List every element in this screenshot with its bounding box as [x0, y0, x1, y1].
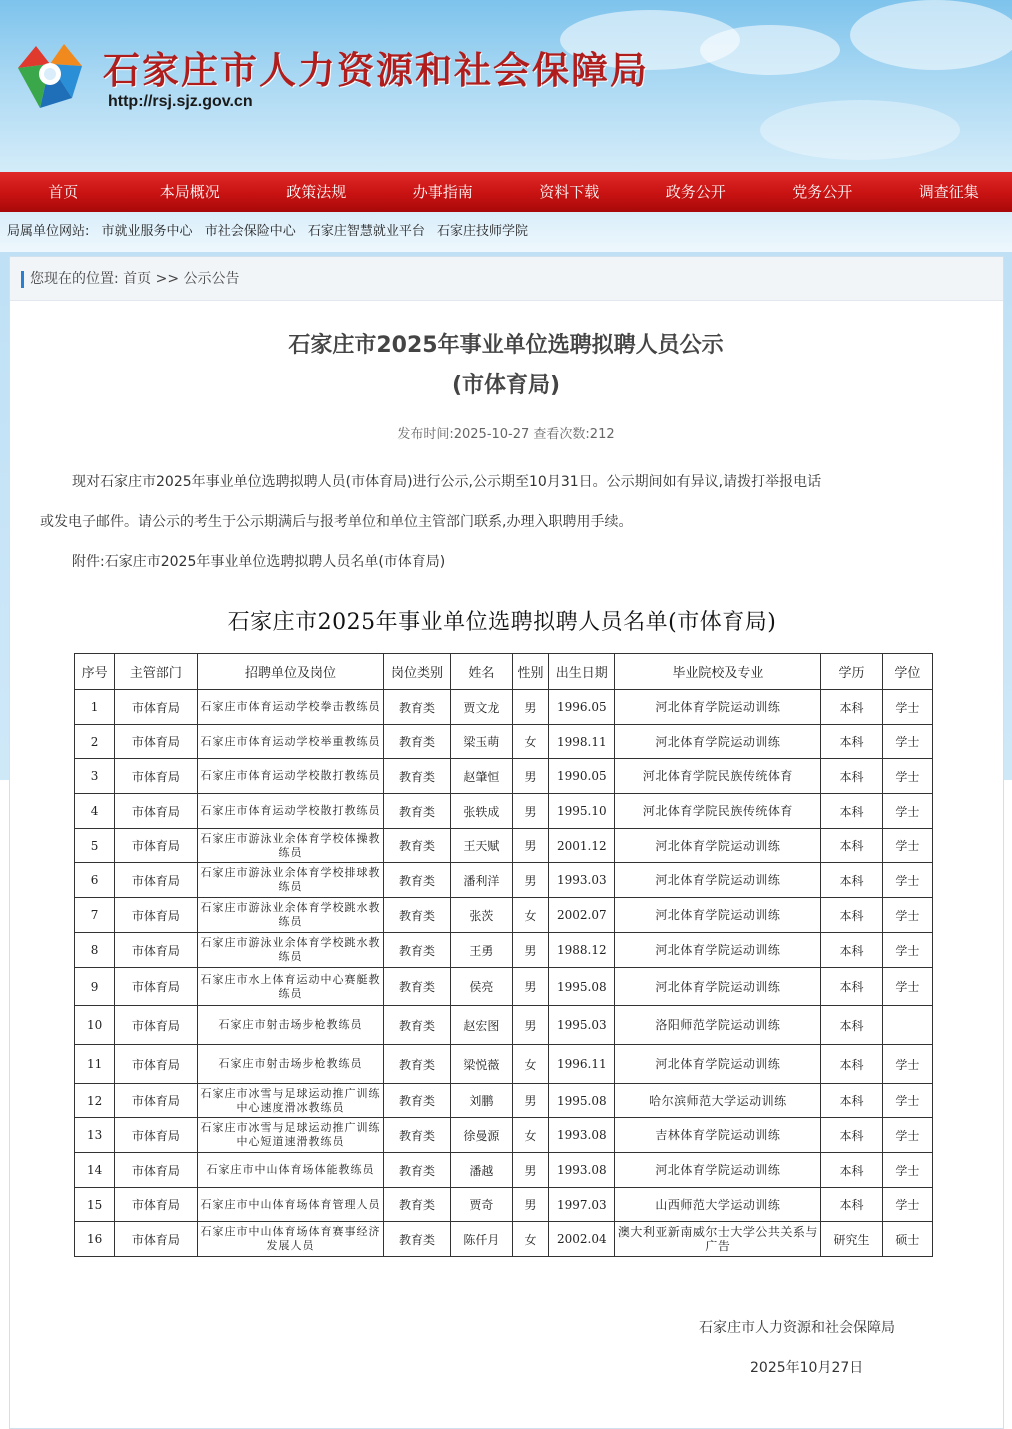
cell-unit-position: 石家庄市游泳业余体育学校跳水教练员 — [197, 933, 384, 968]
cell-gender: 男 — [512, 794, 548, 829]
cell-school-major: 河北体育学院运动训练 — [615, 898, 821, 933]
cell-school-major: 河北体育学院运动训练 — [615, 1045, 821, 1084]
nav-item-overview[interactable]: 本局概况 — [159, 183, 220, 201]
affiliated-sites-label: 局属单位网站: — [7, 224, 90, 239]
table-row — [75, 1045, 933, 1084]
breadcrumb-text — [30, 257, 240, 301]
cell-birth-date: 1998.11 — [549, 725, 615, 759]
roster-body — [75, 690, 933, 1257]
cell-degree: 学士 — [882, 863, 932, 898]
affiliated-sites-bar — [0, 212, 1012, 252]
table-row — [75, 690, 933, 725]
cell-name: 刘鹏 — [450, 1084, 512, 1118]
cloud-decoration — [850, 0, 1012, 70]
cell-gender: 女 — [512, 898, 548, 933]
cell-school-major: 河北体育学院运动训练 — [615, 690, 821, 725]
cell-degree: 学士 — [882, 794, 932, 829]
article-paragraph-line1: 现对石家庄市2025年事业单位选聘拟聘人员(市体育局)进行公示,公示期至10月31日。公示期间如有异议,请拨打举报电话 — [72, 474, 822, 490]
cell-education: 本科 — [821, 968, 882, 1006]
header-department: 主管部门 — [115, 654, 197, 690]
cell-category: 教育类 — [384, 690, 450, 725]
nav-item-government-affairs[interactable]: 政务公开 — [665, 183, 726, 201]
cell-gender: 女 — [512, 1045, 548, 1084]
cell-school-major: 河北体育学院民族传统体育 — [615, 759, 821, 794]
cell-index: 5 — [75, 829, 115, 863]
cell-education: 本科 — [821, 933, 882, 968]
cell-category: 教育类 — [384, 933, 450, 968]
nav-item-downloads[interactable]: 资料下载 — [539, 183, 600, 201]
affiliated-link-employment-center[interactable]: 市就业服务中心 — [101, 224, 193, 239]
cell-index: 2 — [75, 725, 115, 759]
cell-gender: 男 — [512, 863, 548, 898]
cell-name: 潘利洋 — [450, 863, 512, 898]
cell-unit-position: 石家庄市射击场步枪教练员 — [197, 1006, 384, 1045]
cell-department: 市体育局 — [115, 1188, 197, 1222]
table-row — [75, 829, 933, 863]
cell-gender: 男 — [512, 1188, 548, 1222]
cell-unit-position: 石家庄市中山体育场体育管理人员 — [197, 1188, 384, 1222]
header-education: 学历 — [821, 654, 882, 690]
table-row — [75, 1188, 933, 1222]
cell-degree: 学士 — [882, 1153, 932, 1188]
cell-category: 教育类 — [384, 725, 450, 759]
cell-name: 陈仟月 — [450, 1222, 512, 1257]
cell-school-major: 河北体育学院运动训练 — [615, 829, 821, 863]
cell-gender: 男 — [512, 759, 548, 794]
cell-degree: 学士 — [882, 968, 932, 1006]
cell-department: 市体育局 — [115, 829, 197, 863]
cell-degree: 学士 — [882, 933, 932, 968]
cell-education: 本科 — [821, 690, 882, 725]
breadcrumb-prefix: 您现在的位置: — [30, 271, 119, 287]
cell-gender: 男 — [512, 968, 548, 1006]
cell-unit-position: 石家庄市体育运动学校散打教练员 — [197, 794, 384, 829]
cell-name: 徐曼源 — [450, 1118, 512, 1153]
cell-education: 本科 — [821, 725, 882, 759]
site-header — [0, 0, 1012, 172]
cell-name: 张轶成 — [450, 794, 512, 829]
cell-unit-position: 石家庄市游泳业余体育学校体操教练员 — [197, 829, 384, 863]
cell-school-major: 吉林体育学院运动训练 — [615, 1118, 821, 1153]
cell-index: 3 — [75, 759, 115, 794]
cell-school-major: 河北体育学院运动训练 — [615, 933, 821, 968]
cell-school-major: 河北体育学院民族传统体育 — [615, 794, 821, 829]
cell-birth-date: 1995.03 — [549, 1006, 615, 1045]
header-school-major: 毕业院校及专业 — [615, 654, 821, 690]
cell-gender: 女 — [512, 1118, 548, 1153]
breadcrumb-current[interactable]: 公示公告 — [183, 271, 240, 287]
cell-education: 本科 — [821, 1084, 882, 1118]
header-birth-date: 出生日期 — [549, 654, 615, 690]
signature-organization: 石家庄市人力资源和社会保障局 — [699, 1320, 895, 1336]
site-title: 石家庄市人力资源和社会保障局 — [103, 48, 649, 92]
cell-education: 本科 — [821, 829, 882, 863]
nav-item-survey[interactable]: 调查征集 — [918, 183, 979, 201]
cell-degree — [882, 1006, 932, 1045]
article-paragraph-line2: 或发电子邮件。请公示的考生于公示期满后与报考单位和单位主管部门联系,办理入职聘用手续。 — [40, 514, 633, 530]
cell-department: 市体育局 — [115, 933, 197, 968]
cell-degree: 学士 — [882, 1084, 932, 1118]
header-name: 姓名 — [450, 654, 512, 690]
cell-education: 本科 — [821, 1118, 882, 1153]
cell-education: 本科 — [821, 863, 882, 898]
cell-department: 市体育局 — [115, 863, 197, 898]
cell-category: 教育类 — [384, 759, 450, 794]
cell-index: 11 — [75, 1045, 115, 1084]
article-attachment[interactable]: 附件:石家庄市2025年事业单位选聘拟聘人员名单(市体育局) — [72, 554, 446, 570]
cell-category: 教育类 — [384, 1118, 450, 1153]
cell-education: 本科 — [821, 794, 882, 829]
article-title: 石家庄市2025年事业单位选聘拟聘人员公示 — [288, 333, 724, 358]
cell-education: 本科 — [821, 1006, 882, 1045]
cell-unit-position: 石家庄市水上体育运动中心赛艇教练员 — [197, 968, 384, 1006]
cell-name: 赵肇恒 — [450, 759, 512, 794]
cell-category: 教育类 — [384, 1222, 450, 1257]
cell-index: 16 — [75, 1222, 115, 1257]
cell-index: 6 — [75, 863, 115, 898]
cell-degree: 学士 — [882, 725, 932, 759]
cell-category: 教育类 — [384, 968, 450, 1006]
cell-birth-date: 1988.12 — [549, 933, 615, 968]
cell-name: 赵宏图 — [450, 1006, 512, 1045]
cell-gender: 男 — [512, 1084, 548, 1118]
cell-index: 4 — [75, 794, 115, 829]
cell-category: 教育类 — [384, 1045, 450, 1084]
cell-index: 10 — [75, 1006, 115, 1045]
cell-category: 教育类 — [384, 829, 450, 863]
cell-department: 市体育局 — [115, 968, 197, 1006]
cell-gender: 男 — [512, 690, 548, 725]
cell-name: 张茨 — [450, 898, 512, 933]
nav-item-policies[interactable]: 政策法规 — [286, 183, 347, 201]
cell-school-major: 河北体育学院运动训练 — [615, 863, 821, 898]
roster-table — [74, 653, 933, 1257]
table-row — [75, 725, 933, 759]
cell-education: 本科 — [821, 1153, 882, 1188]
cloud-decoration — [760, 100, 960, 160]
cell-education: 研究生 — [821, 1222, 882, 1257]
cell-unit-position: 石家庄市中山体育场体能教练员 — [197, 1153, 384, 1188]
cell-department: 市体育局 — [115, 725, 197, 759]
breadcrumb — [10, 257, 1003, 301]
cell-unit-position: 石家庄市体育运动学校拳击教练员 — [197, 690, 384, 725]
cell-category: 教育类 — [384, 1006, 450, 1045]
cell-name: 侯亮 — [450, 968, 512, 1006]
cell-unit-position: 石家庄市游泳业余体育学校跳水教练员 — [197, 898, 384, 933]
cloud-decoration — [700, 25, 840, 75]
cell-department: 市体育局 — [115, 1006, 197, 1045]
header-gender: 性别 — [512, 654, 548, 690]
table-row — [75, 933, 933, 968]
table-row — [75, 1006, 933, 1045]
cell-degree: 学士 — [882, 1118, 932, 1153]
cell-unit-position: 石家庄市体育运动学校散打教练员 — [197, 759, 384, 794]
cell-degree: 学士 — [882, 690, 932, 725]
table-row — [75, 968, 933, 1006]
header-unit-position: 招聘单位及岗位 — [197, 654, 384, 690]
nav-item-party-affairs[interactable]: 党务公开 — [792, 183, 853, 201]
cell-birth-date: 1996.11 — [549, 1045, 615, 1084]
nav-item-home[interactable]: 首页 — [48, 183, 79, 201]
table-row — [75, 1222, 933, 1257]
header-category: 岗位类别 — [384, 654, 450, 690]
cell-name: 梁悦薇 — [450, 1045, 512, 1084]
cell-education: 本科 — [821, 898, 882, 933]
cell-index: 8 — [75, 933, 115, 968]
cell-degree: 学士 — [882, 1045, 932, 1084]
table-row — [75, 1118, 933, 1153]
cell-category: 教育类 — [384, 898, 450, 933]
nav-item-guide[interactable]: 办事指南 — [412, 183, 473, 201]
cell-school-major: 河北体育学院运动训练 — [615, 968, 821, 1006]
cell-name: 潘越 — [450, 1153, 512, 1188]
cell-name: 王勇 — [450, 933, 512, 968]
bureau-logo-icon[interactable] — [10, 38, 88, 112]
cell-department: 市体育局 — [115, 794, 197, 829]
signature-date: 2025年10月27日 — [750, 1360, 864, 1376]
cell-gender: 男 — [512, 933, 548, 968]
table-row — [75, 759, 933, 794]
cell-birth-date: 1995.08 — [549, 968, 615, 1006]
cell-index: 1 — [75, 690, 115, 725]
main-nav — [0, 172, 1012, 212]
header-index: 序号 — [75, 654, 115, 690]
table-row — [75, 898, 933, 933]
breadcrumb-home-link[interactable]: 首页 — [123, 271, 152, 287]
affiliated-link-smart-employment[interactable]: 石家庄智慧就业平台 — [307, 224, 425, 239]
cell-birth-date: 1993.08 — [549, 1153, 615, 1188]
cell-school-major: 河北体育学院运动训练 — [615, 725, 821, 759]
article-subtitle: (市体育局) — [451, 373, 561, 398]
cell-unit-position: 石家庄市体育运动学校举重教练员 — [197, 725, 384, 759]
affiliated-link-social-insurance[interactable]: 市社会保险中心 — [204, 224, 296, 239]
cell-department: 市体育局 — [115, 1153, 197, 1188]
article-meta: 发布时间:2025-10-27 查看次数:212 — [397, 427, 615, 442]
cell-birth-date: 2001.12 — [549, 829, 615, 863]
cell-department: 市体育局 — [115, 898, 197, 933]
cell-category: 教育类 — [384, 794, 450, 829]
cell-birth-date: 1995.08 — [549, 1084, 615, 1118]
cell-gender: 男 — [512, 1006, 548, 1045]
cell-index: 14 — [75, 1153, 115, 1188]
cell-index: 7 — [75, 898, 115, 933]
breadcrumb-separator: >> — [155, 271, 180, 287]
cell-department: 市体育局 — [115, 690, 197, 725]
site-url[interactable]: http://rsj.sjz.gov.cn — [108, 93, 253, 110]
cell-education: 本科 — [821, 759, 882, 794]
cell-gender: 男 — [512, 829, 548, 863]
cell-index: 13 — [75, 1118, 115, 1153]
cell-education: 本科 — [821, 1045, 882, 1084]
cell-category: 教育类 — [384, 1188, 450, 1222]
cell-index: 12 — [75, 1084, 115, 1118]
cell-birth-date: 1993.08 — [549, 1118, 615, 1153]
table-row — [75, 1084, 933, 1118]
cell-school-major: 哈尔滨师范大学运动训练 — [615, 1084, 821, 1118]
cell-department: 市体育局 — [115, 1118, 197, 1153]
cell-category: 教育类 — [384, 1153, 450, 1188]
cell-birth-date: 1996.05 — [549, 690, 615, 725]
cell-degree: 学士 — [882, 829, 932, 863]
cell-unit-position: 石家庄市冰雪与足球运动推广训练中心速度滑冰教练员 — [197, 1084, 384, 1118]
cell-unit-position: 石家庄市游泳业余体育学校排球教练员 — [197, 863, 384, 898]
cell-unit-position: 石家庄市射击场步枪教练员 — [197, 1045, 384, 1084]
cell-gender: 女 — [512, 725, 548, 759]
cell-birth-date: 1995.10 — [549, 794, 615, 829]
header-degree: 学位 — [882, 654, 932, 690]
table-row — [75, 1153, 933, 1188]
cell-school-major: 山西师范大学运动训练 — [615, 1188, 821, 1222]
table-row — [75, 794, 933, 829]
cell-unit-position: 石家庄市中山体育场体育赛事经济发展人员 — [197, 1222, 384, 1257]
cell-index: 9 — [75, 968, 115, 1006]
table-row — [75, 863, 933, 898]
cell-department: 市体育局 — [115, 759, 197, 794]
roster-header-row — [75, 654, 933, 690]
breadcrumb-accent-bar — [21, 271, 24, 288]
cell-birth-date: 2002.07 — [549, 898, 615, 933]
cell-birth-date: 1993.03 — [549, 863, 615, 898]
cell-gender: 女 — [512, 1222, 548, 1257]
cell-index: 15 — [75, 1188, 115, 1222]
cell-degree: 学士 — [882, 759, 932, 794]
cell-degree: 学士 — [882, 1188, 932, 1222]
cell-name: 贾奇 — [450, 1188, 512, 1222]
cell-birth-date: 2002.04 — [549, 1222, 615, 1257]
cell-name: 梁玉萌 — [450, 725, 512, 759]
roster-title: 石家庄市2025年事业单位选聘拟聘人员名单(市体育局) — [227, 610, 777, 635]
cell-category: 教育类 — [384, 863, 450, 898]
cell-school-major: 河北体育学院运动训练 — [615, 1153, 821, 1188]
cell-name: 贾文龙 — [450, 690, 512, 725]
cell-unit-position: 石家庄市冰雪与足球运动推广训练中心短道速滑教练员 — [197, 1118, 384, 1153]
cell-birth-date: 1997.03 — [549, 1188, 615, 1222]
cell-degree: 硕士 — [882, 1222, 932, 1257]
affiliated-link-technician-college[interactable]: 石家庄技师学院 — [437, 224, 529, 239]
cell-school-major: 澳大利亚新南威尔士大学公共关系与广告 — [615, 1222, 821, 1257]
cell-name: 王天赋 — [450, 829, 512, 863]
cell-department: 市体育局 — [115, 1045, 197, 1084]
cell-category: 教育类 — [384, 1084, 450, 1118]
cell-gender: 男 — [512, 1153, 548, 1188]
cell-department: 市体育局 — [115, 1084, 197, 1118]
cell-birth-date: 1990.05 — [549, 759, 615, 794]
cell-school-major: 洛阳师范学院运动训练 — [615, 1006, 821, 1045]
cell-education: 本科 — [821, 1188, 882, 1222]
cell-degree: 学士 — [882, 898, 932, 933]
cell-department: 市体育局 — [115, 1222, 197, 1257]
